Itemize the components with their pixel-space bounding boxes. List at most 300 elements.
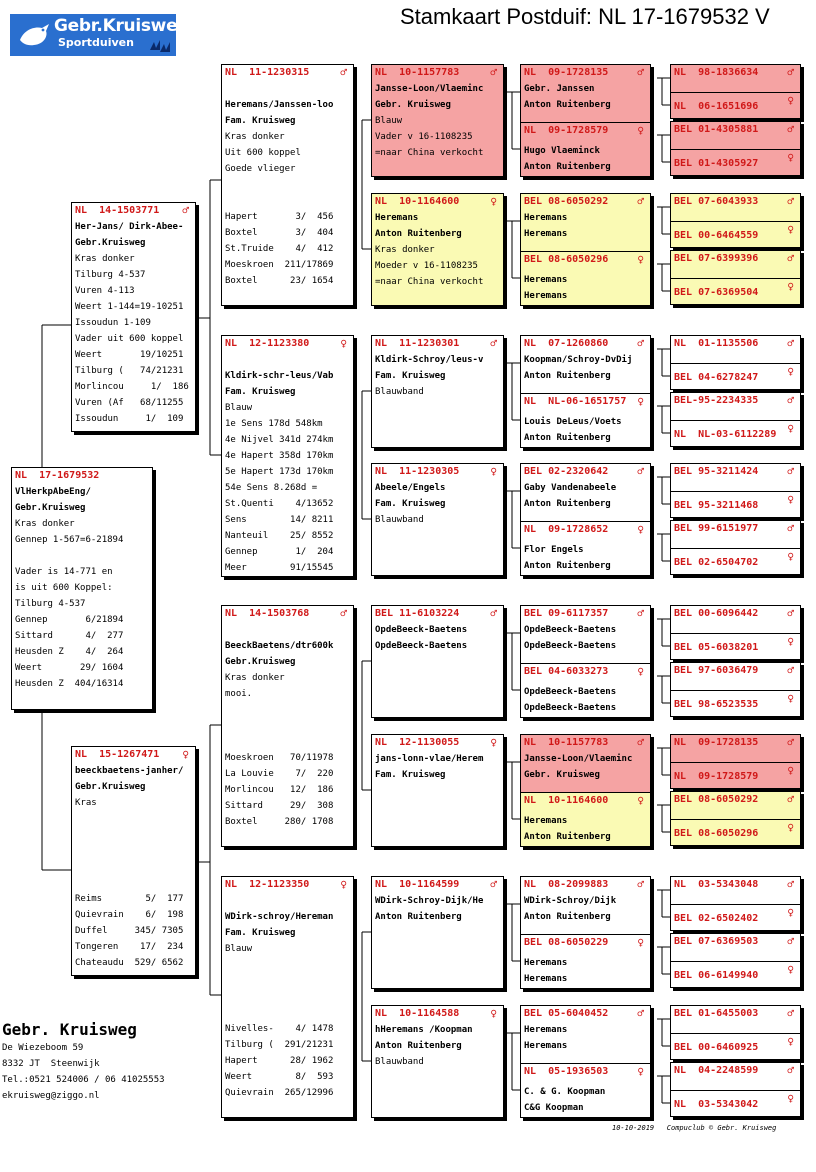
ring-number: [222, 606, 353, 622]
pedigree-line: Anton Ruitenberg: [524, 162, 611, 172]
pedigree-line: Moeder v 16-1108235: [375, 261, 478, 271]
pedigree-line: Sittard 29/ 308: [225, 801, 334, 811]
pedigree-line: =naar China verkocht: [375, 148, 484, 158]
pedigree-subcard: [671, 420, 800, 447]
address-line-phone: Tel.:0521 524006 / 06 41025553: [2, 1075, 165, 1085]
pedigree-subcard: [671, 633, 800, 660]
pedigree-subcard: [671, 194, 800, 222]
ring-number: [671, 251, 800, 267]
ring-number: [671, 550, 800, 571]
male-icon: ♂: [637, 878, 644, 891]
pedigree-line: Vuren (Af 68/11255: [75, 398, 184, 408]
pedigree-line: OpdeBeeck-Baetens: [524, 641, 617, 651]
male-icon: ♂: [637, 1007, 644, 1020]
female-icon: ♀: [637, 395, 644, 408]
pedigree-line: Anton Ruitenberg: [375, 1041, 462, 1051]
pedigree-line: Tongeren 17/ 234: [75, 942, 184, 952]
ring-number-text: BEL 04-6033273: [524, 666, 609, 677]
pedigree-line: Tilburg ( 74/21231: [75, 366, 184, 376]
ring-number-text: NL 12-1130055: [375, 737, 460, 748]
pedigree-line: Sittard 4/ 277: [15, 631, 124, 641]
male-icon: ♂: [340, 66, 347, 79]
pedigree-line: Kldirk-Schroy/leus-v: [375, 355, 484, 365]
male-icon: ♂: [490, 607, 497, 620]
female-icon: ♀: [787, 365, 794, 378]
ring-number-text: BEL 02-6502402: [674, 913, 759, 924]
pedigree-line: [72, 859, 195, 875]
pedigree-line: 1e Sens 178d 548km: [225, 419, 323, 429]
pedigree-subcard: [671, 934, 800, 962]
pedigree-subcard: [521, 1063, 650, 1118]
ring-number-text: BEL 02-6504702: [674, 557, 759, 568]
female-icon: ♀: [490, 465, 497, 478]
pedigree-line: OpdeBeeck-Baetens: [524, 703, 617, 713]
pedigree-line: 5e Hapert 173d 170km: [225, 467, 334, 477]
logo-subtitle: Sportduiven: [58, 36, 134, 49]
ring-number: [671, 464, 800, 480]
pedigree-line: Gebr. Janssen: [524, 84, 595, 94]
pedigree-card-ffm: [371, 193, 504, 306]
ring-number-text: BEL 07-6369503: [674, 936, 759, 947]
ring-number: [521, 735, 650, 751]
pedigree-line: [222, 973, 353, 989]
ring-number-text: NL NL-06-1651757: [524, 396, 627, 407]
ring-number-text: NL 10-1157783: [375, 67, 460, 78]
ring-number: [671, 65, 800, 81]
pedigree-line: Hugo Vlaeminck: [524, 146, 600, 156]
pedigree-subcard: [521, 877, 650, 934]
pedigree-card-mmf: [371, 876, 504, 989]
pedigree-subcard: [521, 122, 650, 177]
pedigree-line: Nanteuil 25/ 8552: [225, 531, 334, 541]
pedigree-line: [222, 1005, 353, 1021]
ring-number: [671, 1092, 800, 1113]
ring-number: [671, 792, 800, 808]
ring-number-text: NL 11-1230305: [375, 466, 460, 477]
pedigree-line: Boxtel 23/ 1654: [225, 276, 334, 286]
ring-number: [521, 1006, 650, 1022]
female-icon: ♀: [787, 151, 794, 164]
pedigree-line: OpdeBeeck-Baetens: [524, 687, 617, 697]
pedigree-line: [222, 718, 353, 734]
pedigree-card-f: [71, 202, 196, 432]
pedigree-line: [72, 811, 195, 827]
pedigree-line: Heremans: [375, 213, 419, 223]
pedigree-card-mm: [221, 876, 354, 1118]
pedigree-line: [222, 989, 353, 1005]
female-icon: ♀: [787, 493, 794, 506]
male-icon: ♂: [490, 337, 497, 350]
ring-number-text: NL NL-03-6112289: [674, 429, 777, 440]
pedigree-line: Fam. Kruisweg: [225, 116, 296, 126]
pedigree-line: [222, 957, 353, 973]
ring-number: [671, 877, 800, 893]
ring-number-text: NL 03-5343042: [674, 1099, 759, 1110]
pedigree-subcard: [521, 735, 650, 792]
pedigree-line: Issoudun 1-109: [75, 318, 151, 328]
male-icon: ♂: [637, 337, 644, 350]
male-icon: ♂: [787, 123, 794, 136]
pedigree-line: Anton Ruitenberg: [524, 912, 611, 922]
ring-number: [521, 1064, 650, 1080]
pedigree-subcard: [671, 690, 800, 717]
ring-number: [671, 365, 800, 386]
ring-number-text: NL 14-1503771: [75, 205, 160, 216]
female-icon: ♀: [787, 94, 794, 107]
pedigree-line: Jansse-Loon/Vlaeminc: [524, 754, 633, 764]
pedigree-line: Heremans: [524, 1041, 568, 1051]
pedigree-line: Louis DeLeus/Voets: [524, 417, 622, 427]
pedigree-line: VlHerkpAbeEng/: [15, 487, 91, 497]
pedigree-line: mooi.: [225, 689, 253, 699]
ring-number-text: NL 07-1260860: [524, 338, 609, 349]
female-icon: ♀: [787, 906, 794, 919]
ring-number: [671, 735, 800, 751]
ring-number-text: NL 12-1123350: [225, 879, 310, 890]
pedigree-line: Kras donker: [15, 519, 75, 529]
male-icon: ♂: [637, 465, 644, 478]
female-icon: ♀: [637, 253, 644, 266]
female-icon: ♀: [490, 736, 497, 749]
pedigree-line: Gennep 6/21894: [15, 615, 124, 625]
ring-number: [671, 692, 800, 713]
ring-number: [222, 65, 353, 81]
pedigree-line: Weert 1-144=19-10251: [75, 302, 184, 312]
pedigree-line: Kldirk-schr-leus/Vab: [225, 371, 334, 381]
pedigree-line: Sens 14/ 8211: [225, 515, 334, 525]
ring-number-text: BEL 05-6038201: [674, 642, 759, 653]
pedigree-line: Gebr.Kruisweg: [225, 657, 296, 667]
pedigree-line: Anton Ruitenberg: [524, 499, 611, 509]
pedigree-line: Hapert 28/ 1962: [225, 1056, 334, 1066]
ring-number-text: NL 04-2248599: [674, 1065, 759, 1076]
pedigree-subcard: [671, 792, 800, 820]
pedigree-line: [222, 734, 353, 750]
ring-number: [671, 393, 800, 409]
pedigree-card-gen4-pair: [520, 64, 651, 177]
pedigree-subcard: [671, 251, 800, 279]
female-icon: ♀: [340, 337, 347, 350]
pedigree-subcard: [671, 464, 800, 492]
pedigree-subcard: [671, 92, 800, 119]
ring-number: [671, 223, 800, 244]
pedigree-line: Vader uit 600 koppel: [75, 334, 184, 344]
pedigree-card-fff: [371, 64, 504, 177]
pedigree-line: Kras donker: [225, 673, 285, 683]
pedigree-subcard: [671, 65, 800, 93]
pedigree-line: Gebr.Kruisweg: [75, 238, 146, 248]
male-icon: ♂: [787, 935, 794, 948]
female-icon: ♀: [637, 936, 644, 949]
pedigree-line: Blauw: [225, 403, 253, 413]
ring-number-text: BEL 08-6050229: [524, 937, 609, 948]
male-icon: ♂: [340, 607, 347, 620]
pedigree-subcard: [671, 1063, 800, 1091]
ring-number: [222, 877, 353, 893]
pedigree-line: Anton Ruitenberg: [524, 832, 611, 842]
ring-number-text: NL 11-1230315: [225, 67, 310, 78]
pedigree-card-gen5-pair: [670, 933, 801, 988]
pedigree-card-gen5-pair: [670, 1062, 801, 1117]
pedigree-card-gen5-pair: [670, 876, 801, 931]
pedigree-subcard: [671, 735, 800, 763]
pedigree-line: C. & G. Koopman: [524, 1087, 606, 1097]
ring-number: [671, 493, 800, 514]
ring-number-text: BEL-95-2234335: [674, 395, 759, 406]
ring-number-text: BEL 99-6151977: [674, 523, 759, 534]
ring-number-text: BEL 07-6399396: [674, 253, 759, 264]
pedigree-line: WDirk-Schroy/Dijk: [524, 896, 617, 906]
female-icon: ♀: [787, 821, 794, 834]
pedigree-card-g0: [11, 467, 153, 710]
ring-number: [372, 735, 503, 751]
pedigree-subcard: [671, 877, 800, 905]
pedigree-subcard: [521, 521, 650, 576]
pedigree-line: Nivelles- 4/ 1478: [225, 1024, 334, 1034]
pedigree-line: Boxtel 280/ 1708: [225, 817, 334, 827]
pedigree-card-gen5-pair: [670, 662, 801, 717]
ring-number: [521, 123, 650, 139]
pedigree-subcard: [671, 904, 800, 931]
pedigree-line: [72, 827, 195, 843]
ring-number-text: BEL 08-6050296: [674, 828, 759, 839]
pedigree-card-gen4-pair: [520, 1005, 651, 1118]
pedigree-card-ff: [221, 64, 354, 306]
ring-number: [671, 635, 800, 656]
pedigree-line: Weert 29/ 1604: [15, 663, 124, 673]
pedigree-card-gen5-pair: [670, 791, 801, 846]
female-icon: ♀: [787, 764, 794, 777]
pedigree-line: Koopman/Schroy-DvDij: [524, 355, 633, 365]
pedigree-subcard: [671, 606, 800, 634]
ring-number-text: BEL 08-6050292: [524, 196, 609, 207]
pedigree-line: [222, 177, 353, 193]
pedigree-line: Boxtel 3/ 404: [225, 228, 334, 238]
ring-number-text: NL 11-1230301: [375, 338, 460, 349]
ring-number-text: NL 05-1936503: [524, 1066, 609, 1077]
pedigree-line: Vader is 14-771 en: [15, 567, 113, 577]
pedigree-line: Kras donker: [375, 245, 435, 255]
pedigree-subcard: [521, 251, 650, 306]
pedigree-line: St.Truide 4/ 412: [225, 244, 334, 254]
pedigree-card-gen5-pair: [670, 734, 801, 789]
pedigree-line: Blauw: [375, 116, 403, 126]
page-title: Stamkaart Postduif: NL 17-1679532 V: [400, 4, 770, 29]
pedigree-line: Abeele/Engels: [375, 483, 446, 493]
female-icon: ♀: [637, 1065, 644, 1078]
pedigree-line: WDirk-schroy/Hereman: [225, 912, 334, 922]
ring-number: [671, 280, 800, 301]
pedigree-line: Heusden Z 4/ 264: [15, 647, 124, 657]
pedigree-line: Kras donker: [75, 254, 135, 264]
pedigree-subcard: [671, 1090, 800, 1117]
pedigree-line: [222, 893, 353, 909]
pedigree-line: Anton Ruitenberg: [375, 229, 462, 239]
ring-number-text: BEL 00-6460925: [674, 1042, 759, 1053]
pedigree-subcard: [521, 393, 650, 448]
ring-number: [521, 793, 650, 809]
address-line-city: 8332 JT Steenwijk: [2, 1059, 100, 1069]
ring-number: [521, 65, 650, 81]
ring-number-text: NL 09-1728135: [674, 737, 759, 748]
pedigree-line: Heremans: [524, 1025, 568, 1035]
pedigree-line: Fam. Kruisweg: [375, 770, 446, 780]
pedigree-subcard: [671, 663, 800, 691]
ring-number-text: NL 09-1728652: [524, 524, 609, 535]
pedigree-line: Anton Ruitenberg: [524, 371, 611, 381]
pedigree-line: Fam. Kruisweg: [225, 387, 296, 397]
pedigree-line: Morlincou 12/ 186: [225, 785, 334, 795]
pedigree-line: [222, 81, 353, 97]
ring-number-text: BEL 04-6278247: [674, 372, 759, 383]
pedigree-line: Blauwband: [375, 387, 424, 397]
ring-number: [671, 606, 800, 622]
male-icon: ♂: [787, 337, 794, 350]
male-icon: ♂: [787, 66, 794, 79]
pedigree-line: Gebr.Kruisweg: [75, 782, 146, 792]
ring-number: [671, 1063, 800, 1079]
pedigree-line: Blauwband: [375, 1057, 424, 1067]
pedigree-line: Her-Jans/ Dirk-Abee-: [75, 222, 184, 232]
pedigree-subcard: [521, 606, 650, 663]
pedigree-line: Anton Ruitenberg: [375, 912, 462, 922]
pedigree-card-mmm: [371, 1005, 504, 1118]
male-icon: ♂: [787, 394, 794, 407]
pedigree-card-gen5-pair: [670, 520, 801, 575]
ring-number-text: NL 15-1267471: [75, 749, 160, 760]
male-icon: ♂: [787, 793, 794, 806]
ring-number: [521, 935, 650, 951]
ring-number: [372, 1006, 503, 1022]
ring-number: [671, 934, 800, 950]
ring-number-text: NL 06-1651696: [674, 101, 759, 112]
pedigree-card-fmm: [371, 463, 504, 576]
ring-number-text: NL 09-1728135: [524, 67, 609, 78]
male-icon: ♂: [490, 878, 497, 891]
pedigree-subcard: [521, 194, 650, 251]
ring-number: [12, 468, 152, 484]
pedigree-line: Heremans: [524, 958, 568, 968]
pedigree-line: Uit 600 koppel: [225, 148, 301, 158]
ring-number: [671, 151, 800, 172]
ring-number-text: BEL 97-6036479: [674, 665, 759, 676]
pedigree-card-mff: [371, 605, 504, 718]
male-icon: ♂: [787, 1007, 794, 1020]
female-icon: ♀: [637, 794, 644, 807]
pedigree-line: St.Quenti 4/13652: [225, 499, 334, 509]
pedigree-card-gen4-pair: [520, 734, 651, 847]
pedigree-line: Meer 91/15545: [225, 563, 334, 573]
pedigree-card-mfm: [371, 734, 504, 847]
ring-number: [671, 1035, 800, 1056]
female-icon: ♀: [787, 635, 794, 648]
pedigree-subcard: [671, 149, 800, 176]
female-icon: ♀: [637, 523, 644, 536]
female-icon: ♀: [787, 280, 794, 293]
ring-number-text: NL 09-1728579: [524, 125, 609, 136]
ring-number: [671, 122, 800, 138]
ring-number: [521, 664, 650, 680]
pedigree-subcard: [521, 336, 650, 393]
male-icon: ♂: [787, 252, 794, 265]
pedigree-line: [222, 193, 353, 209]
pedigree-line: [222, 352, 353, 368]
ring-number: [521, 606, 650, 622]
pedigree-line: Gebr.Kruisweg: [15, 503, 86, 513]
ring-number-text: NL 01-1135506: [674, 338, 759, 349]
ring-number-text: NL 10-1164588: [375, 1008, 460, 1019]
pedigree-subcard: [521, 934, 650, 989]
footer-credit: 10-10-2019 Compuclub © Gebr. Kruisweg: [612, 1124, 777, 1132]
ring-number: [521, 394, 650, 410]
pedigree-card-gen4-pair: [520, 876, 651, 989]
pedigree-subcard: [671, 1006, 800, 1034]
pedigree-line: Blauwband: [375, 515, 424, 525]
pedigree-subcard: [671, 491, 800, 518]
ring-number-text: NL 10-1164599: [375, 879, 460, 890]
pedigree-line: Anton Ruitenberg: [524, 100, 611, 110]
pedigree-line: Tilburg 4-537: [15, 599, 86, 609]
pedigree-line: 54e Sens 8.268d =: [225, 483, 318, 493]
pedigree-card-m: [71, 746, 196, 976]
pedigree-card-gen5-pair: [670, 121, 801, 176]
pedigree-line: Moeskroen 211/17869: [225, 260, 334, 270]
pedigree-line: Heremans: [524, 229, 568, 239]
ring-number: [72, 203, 195, 219]
ring-number-text: BEL 07-6369504: [674, 287, 759, 298]
female-icon: ♀: [787, 692, 794, 705]
ring-number-text: BEL 01-6455003: [674, 1008, 759, 1019]
ring-number-text: NL 17-1679532: [15, 470, 100, 481]
female-icon: ♀: [637, 124, 644, 137]
ring-number-text: BEL 06-6149940: [674, 970, 759, 981]
logo-name: Gebr.Kruisweg: [54, 16, 190, 36]
female-icon: ♀: [787, 1092, 794, 1105]
pedigree-line: Gebr. Kruisweg: [524, 770, 600, 780]
pedigree-line: Chateaudu 529/ 6562: [75, 958, 184, 968]
ring-number: [671, 963, 800, 984]
pedigree-line: Vader v 16-1108235: [375, 132, 473, 142]
pedigree-subcard: [521, 464, 650, 521]
ring-number: [521, 464, 650, 480]
ring-number-text: NL 10-1164600: [524, 795, 609, 806]
ring-number: [372, 194, 503, 210]
ring-number: [671, 521, 800, 537]
ring-number-text: NL 10-1157783: [524, 737, 609, 748]
pedigree-subcard: [671, 762, 800, 789]
pedigree-line: Anton Ruitenberg: [524, 561, 611, 571]
pedigree-line: Heremans: [524, 275, 568, 285]
male-icon: ♂: [637, 195, 644, 208]
ring-number-text: NL 10-1164600: [375, 196, 460, 207]
pedigree-subcard: [671, 548, 800, 575]
female-icon: ♀: [787, 963, 794, 976]
pedigree-line: Quievrain 6/ 198: [75, 910, 184, 920]
female-icon: ♀: [787, 550, 794, 563]
ring-number: [222, 336, 353, 352]
pedigree-line: beeckbaetens-janher/: [75, 766, 184, 776]
ring-number-text: BEL 09-6117357: [524, 608, 609, 619]
male-icon: ♂: [787, 1064, 794, 1077]
female-icon: ♀: [490, 195, 497, 208]
ring-number: [671, 663, 800, 679]
pedigree-line: Fam. Kruisweg: [225, 928, 296, 938]
pedigree-card-fmf: [371, 335, 504, 448]
pedigree-line: Heremans: [524, 974, 568, 984]
ring-number-text: BEL 08-6050296: [524, 254, 609, 265]
pedigree-line: Fam. Kruisweg: [375, 499, 446, 509]
ring-number: [671, 336, 800, 352]
